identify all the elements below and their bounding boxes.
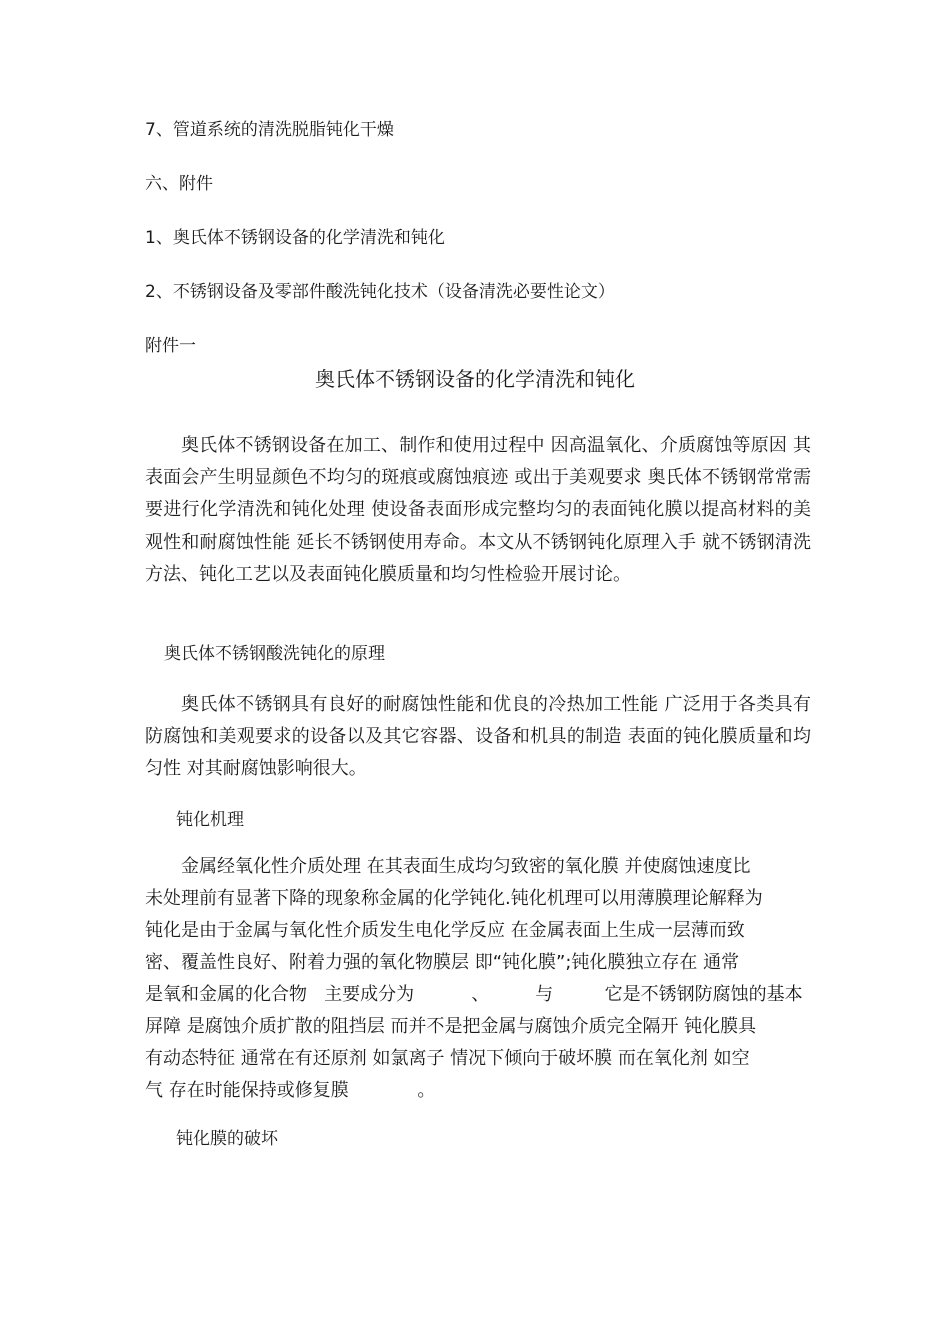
principle-paragraph: 奥氏体不锈钢具有良好的耐腐蚀性能和优良的冷热加工性能 广泛用于各类具有防腐蚀和美观要求的设备以及其它容器、设备和机具的制造 表面的钝化膜质量和均匀性 对其耐腐蚀影响很大。 bbox=[145, 694, 811, 780]
section-heading-attachments: 六、附件 bbox=[145, 174, 213, 194]
mechanism-line: 有动态特征 通常在有还原剂 如氯离子 情况下倾向于破坏膜 而在氧化剂 如空 bbox=[145, 1048, 750, 1069]
section-heading-mechanism: 钝化机理 bbox=[176, 810, 244, 830]
attachment-item-2: 2、不锈钢设备及零部件酸洗钝化技术（设备清洗必要性论文） bbox=[145, 282, 615, 302]
section-heading-film-damage: 钝化膜的破坏 bbox=[176, 1129, 278, 1149]
list-item-7: 7、管道系统的清洗脱脂钝化干燥 bbox=[145, 120, 394, 140]
appendix-title: 奥氏体不锈钢设备的化学清洗和钝化 bbox=[315, 367, 635, 391]
mechanism-line: 屏障 是腐蚀介质扩散的阻挡层 而并不是把金属与腐蚀介质完全隔开 钝化膜具 bbox=[145, 1016, 757, 1037]
mechanism-line: 是氧和金属的化合物 主要成分为 、 与 它是不锈钢防腐蚀的基本 bbox=[145, 984, 803, 1005]
section-heading-principle: 奥氏体不锈钢酸洗钝化的原理 bbox=[164, 644, 385, 664]
mechanism-line: 密、覆盖性良好、附着力强的氧化物膜层 即“钝化膜”;钝化膜独立存在 通常 bbox=[145, 952, 740, 973]
attachment-item-1: 1、奥氏体不锈钢设备的化学清洗和钝化 bbox=[145, 228, 445, 248]
appendix-label: 附件一 bbox=[145, 336, 196, 356]
mechanism-line: 金属经氧化性介质处理 在其表面生成均匀致密的氧化膜 并使腐蚀速度比 bbox=[181, 856, 751, 877]
mechanism-line: 钝化是由于金属与氧化性介质发生电化学反应 在金属表面上生成一层薄而致 bbox=[145, 920, 745, 941]
mechanism-line: 未处理前有显著下降的现象称金属的化学钝化.钝化机理可以用薄膜理论解释为 bbox=[145, 888, 763, 909]
intro-paragraph: 奥氏体不锈钢设备在加工、制作和使用过程中 因高温氧化、介质腐蚀等原因 其表面会产生明显颜色不均匀的斑痕或腐蚀痕迹 或出于美观要求 奥氏体不锈钢常常需要进行化学清洗和钝化处理 使设备表面形成完整均匀的表面钝化膜以提高材料的美观性和耐腐蚀性能 延长不锈钢使用寿命。本文从不锈钢钝化原理入手 就不锈钢清洗方法、钝化工艺以及表面钝化膜质量和均匀性检验开展讨论。 bbox=[145, 435, 811, 585]
mechanism-line: 气 存在时能保持或修复膜 。 bbox=[145, 1080, 436, 1101]
